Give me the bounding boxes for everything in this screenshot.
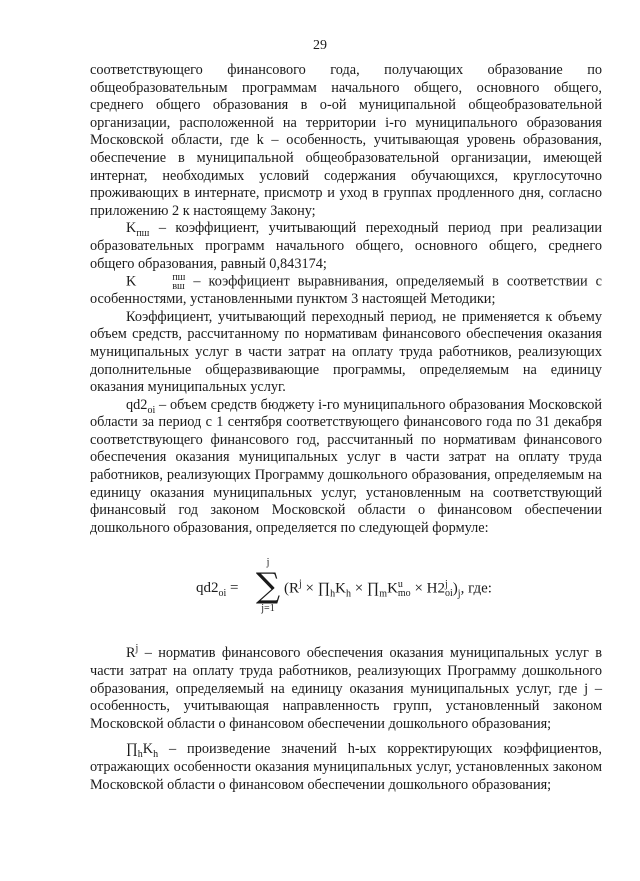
symbol-k: K: [126, 220, 137, 237]
times-sign: ×: [301, 580, 318, 597]
formula-close-sub: j: [457, 588, 461, 600]
product-sign: ∏: [126, 741, 138, 758]
paragraph-text: – коэффициент выравнивания, определяемый в соответствии с особенностями, установленными пунктом 3 настоящей Методики;: [90, 273, 602, 308]
formula-close-paren: ): [452, 580, 458, 597]
formula-k: K: [387, 580, 398, 597]
paragraph-text: – коэффициент, учитывающий переходный период при реализации образовательных программ начального общего, основного общего, среднего общего образования, равный 0,843174;: [90, 220, 602, 272]
paragraph-k-vsh: [90, 273, 602, 309]
symbol-r: R: [126, 645, 136, 662]
paragraph-transition: Коэффициент, учитывающий переходный период, не применяется к объему объем средств, рассчитанному по нормативам финансового обеспечения оказания муниципальных услуг в части затрат на оплату труда работников, реализующих дополнительные общеразвивающие программы, определяемым на единицу оказания муниципальных услуг.: [90, 308, 602, 396]
paragraph-continuation: соответствующего финансового года, получающих образование по общеобразовательным программам начального общего, основного общего, среднего общего образования в о-ой муниципальной общеобразовательной организации, расположенной на территории i-го муниципального образования Московской области, где k – особенность, учитывающая уровень образования, обеспечение в муниципальной общеобразовательной организации, имеющей интернат, необходимых условий содержания обучающихся, круглосуточно проживающих в интернате, присмотр и уход в группах продленного дня, согласно приложению 2 к настоящему Закону;: [90, 62, 602, 219]
formula-r: (R: [284, 580, 299, 597]
product-sub: m: [379, 588, 388, 600]
product-sign: ∏: [317, 580, 331, 597]
paragraph-text: – норматив финансового обеспечения оказания муниципальных услуг в части затрат на оплату труда работников, реализующих Программу дошкольного образования, определяемый на единицу оказания муниципальных услуг, где j – особенность, учитывающая направленность групп, установленный законом Московской области о финансовом обеспечении дошкольного образования;: [90, 645, 602, 732]
formula-lhs-symbol: qd2: [196, 580, 219, 597]
formula-r-sup: j: [299, 578, 302, 590]
times-sign: ×: [350, 580, 367, 597]
symbol-k: K: [142, 741, 154, 758]
symbol-k: K: [126, 273, 137, 290]
formula-sum: [253, 557, 283, 615]
symbol-superscript: j: [135, 643, 139, 655]
paragraph-rj: [90, 645, 602, 733]
paragraph-text: – произведение значений h-ых корректирующих коэффициентов, отражающих особенности оказания муниципальных услуг, установленных законом Московской области о финансовом обеспечении дошкольного образования;: [90, 741, 602, 793]
product-sign: ∏: [366, 580, 380, 597]
symbol-subscript: пш: [136, 228, 150, 240]
formula-k-sub: mo: [397, 588, 411, 600]
spacer: [90, 733, 602, 741]
symbol-superscript: пш: [172, 272, 186, 284]
paragraph-qd2: [90, 397, 602, 538]
product-sub: h: [330, 588, 336, 600]
formula-lhs: [196, 580, 242, 598]
formula-rhs: [284, 580, 492, 598]
sum-upper-limit: j: [266, 557, 270, 569]
paragraph-prod-kh: [90, 741, 602, 794]
formula-k-sub: h: [345, 588, 351, 600]
symbol-subscript: oi: [147, 404, 156, 416]
formula-h2-sub: oi: [445, 588, 453, 600]
symbol-subscript: вш: [172, 281, 185, 293]
formula: [90, 553, 602, 625]
formula-lhs-subscript: oi: [218, 588, 227, 600]
symbol-subscript: h: [153, 749, 159, 761]
formula-h2: H2: [426, 580, 445, 597]
document-body: [90, 62, 602, 794]
symbol-qd2: qd2: [126, 396, 148, 413]
times-sign: ×: [410, 580, 427, 597]
formula-k-sup: u: [397, 579, 403, 591]
formula-k: K: [335, 580, 346, 597]
sum-sign: ∑: [255, 566, 281, 607]
paragraph-k-psh: [90, 220, 602, 273]
formula-equals: =: [226, 580, 243, 597]
sum-lower-limit: j=1: [261, 603, 275, 615]
formula-h2-sup: j: [445, 579, 448, 591]
product-sub: h: [137, 749, 143, 761]
formula-tail: , где:: [460, 580, 492, 597]
page-number: 29: [313, 38, 327, 53]
paragraph-text: – объем средств бюджету i-го муниципального образования Московской области за период с 1 сентября соответствующего финансового года по 31 декабря соответствующего финансового год, рассчитанный по нормативам финансового обеспечения оказания муниципальных услуг в части затрат на оплату труда работников, реализующих Программу дошкольного образования, определяемым на единицу оказания муниципальных услуг, установленным на соответствующий финансовый год законом Московской области о финансовом обеспечении дошкольного образования, определяется по следующей формуле:: [90, 396, 602, 536]
